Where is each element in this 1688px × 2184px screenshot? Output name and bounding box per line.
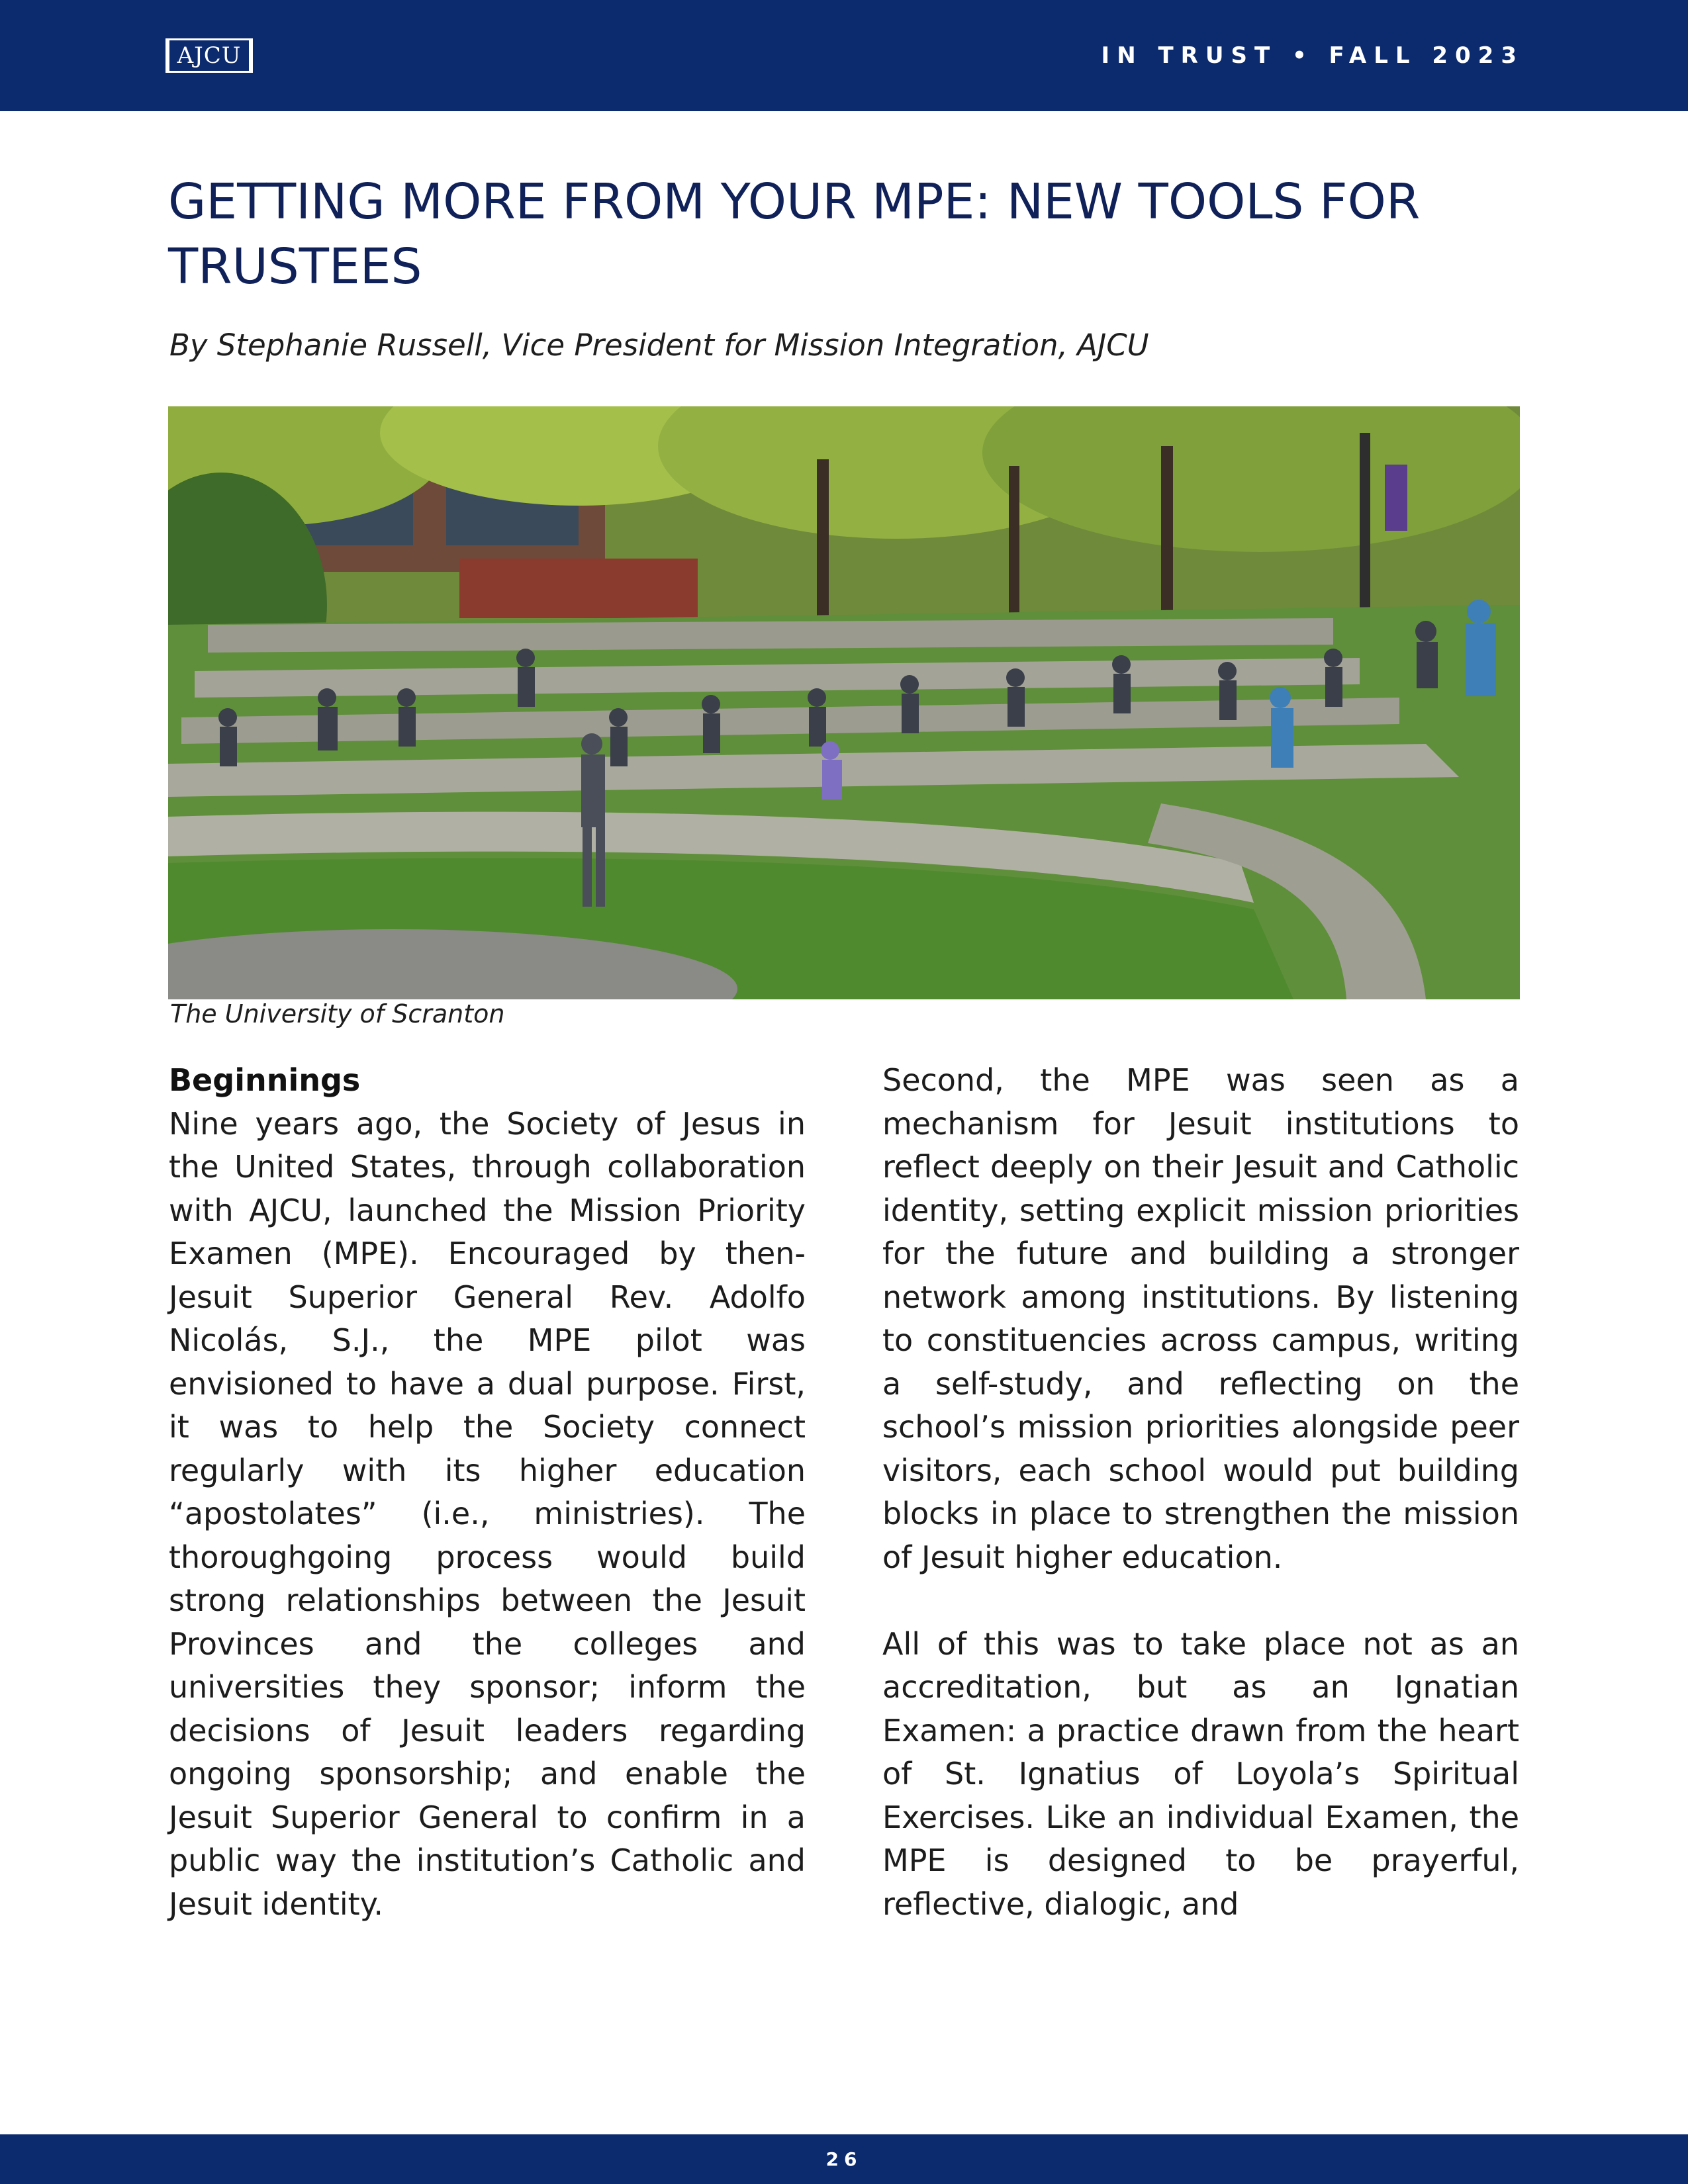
section-heading: Beginnings [169,1062,361,1098]
article-byline: By Stephanie Russell, Vice President for Mission Integration, AJCU [169,328,1149,363]
page-number: 26 [825,2148,863,2170]
photo-caption: The University of Scranton [170,999,505,1028]
page-header [0,0,1688,111]
left-column [169,1059,806,1926]
body-paragraph: All of this was to take place not as an accreditation, but as an Ignatian Examen: a practice drawn from the heart of St. Ignatius of Loyola’s Spiritual Exercises. Like an individual Examen, the MPE is designed to be prayerful, reflective, dialogic, and [882,1625,1519,1922]
body-paragraph: Nine years ago, the Society of Jesus in the United States, through collaboration with AJCU, launched the Mission Priority Examen (MPE). Encouraged by then-Jesuit Superior General Rev. Adolfo Nicolás, S.J., the MPE pilot was envisioned to have a dual purpose. First, it was to help the Society connect regularly with its higher education “apostolates” (i.e., ministries). The thoroughgoing process would build strong relationships between the Jesuit Provinces and the colleges and universities they sponsor; inform the decisions of Jesuit leaders regarding ongoing sponsorship; and enable the Jesuit Superior General to confirm in a public way the institution’s Catholic and Jesuit identity. [169,1105,806,1922]
ajcu-logo: AJCU [165,38,253,73]
body-paragraph: Second, the MPE was seen as a mechanism for Jesuit institutions to reflect deeply on their Jesuit and Catholic identity, setting explicit mission priorities for the future and building a stronger network among institutions. By listening to constituencies across campus, writing a self-study, and reflecting on the school’s mission priorities alongside peer visitors, each school would put building blocks in place to strengthen the mission of Jesuit higher education. [882,1062,1519,1575]
article-title: GETTING MORE FROM YOUR MPE: NEW TOOLS FOR TRUSTEES [168,173,1421,295]
page-footer [0,2134,1688,2184]
publication-label: IN TRUST • FALL 2023 [1101,42,1524,69]
campus-amphitheater-photo [168,406,1520,999]
right-column [882,1059,1519,1926]
